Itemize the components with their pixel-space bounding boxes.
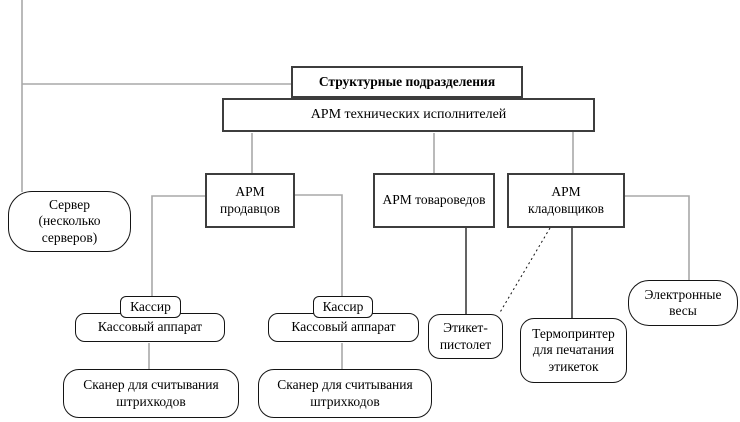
node-thermal-printer [520,318,627,383]
node-server [8,191,131,252]
node-cashier-1-label: Кассир [130,298,171,314]
node-thermal-printer-label: Термопринтер для печатания этикеток [532,325,615,374]
node-barcode-scanner-2-label: Сканер для считывания штрихкодов [277,377,413,409]
node-label-gun-label: Этикет-пистолет [439,320,492,352]
node-barcode-scanner-1 [63,369,239,418]
node-arm-technical-executors [222,98,595,132]
node-server-label: Сервер (несколько серверов) [38,196,101,245]
node-cashier-2-label: Кассир [322,298,364,314]
node-arm-technical-executors-label: АРМ технических исполнителей [310,107,507,123]
storekeepers-to-labelgun-dotted-line [499,228,550,314]
node-barcode-scanner-2 [258,369,432,418]
node-label-gun [428,314,503,359]
storekeepers-to-scales-connector [625,196,689,281]
node-cashier-2 [313,296,373,318]
node-cashier-1 [120,296,181,318]
node-arm-storekeepers-label: АРМ кладовщиков [528,184,604,216]
node-electronic-scales-label: Электронные весы [644,286,722,318]
node-cash-register-1-label: Кассовый аппарат [97,319,203,335]
node-structural-divisions-label: Структурные подразделения [318,73,496,89]
node-arm-sellers [205,173,295,228]
node-barcode-scanner-1-label: Сканер для считывания штрихкодов [83,377,219,409]
node-cash-register-2-label: Кассовый аппарат [291,319,396,335]
node-arm-merchandisers [373,173,495,228]
connector-lines-black [466,228,572,319]
node-arm-storekeepers [507,173,625,228]
sellers-to-cashier1-connector [152,196,205,298]
node-electronic-scales [628,280,738,326]
node-structural-divisions [291,66,523,98]
node-arm-sellers-label: АРМ продавцов [220,184,280,216]
sellers-to-cashier2-connector [295,195,342,298]
node-arm-merchandisers-label: АРМ товароведов [382,192,486,208]
